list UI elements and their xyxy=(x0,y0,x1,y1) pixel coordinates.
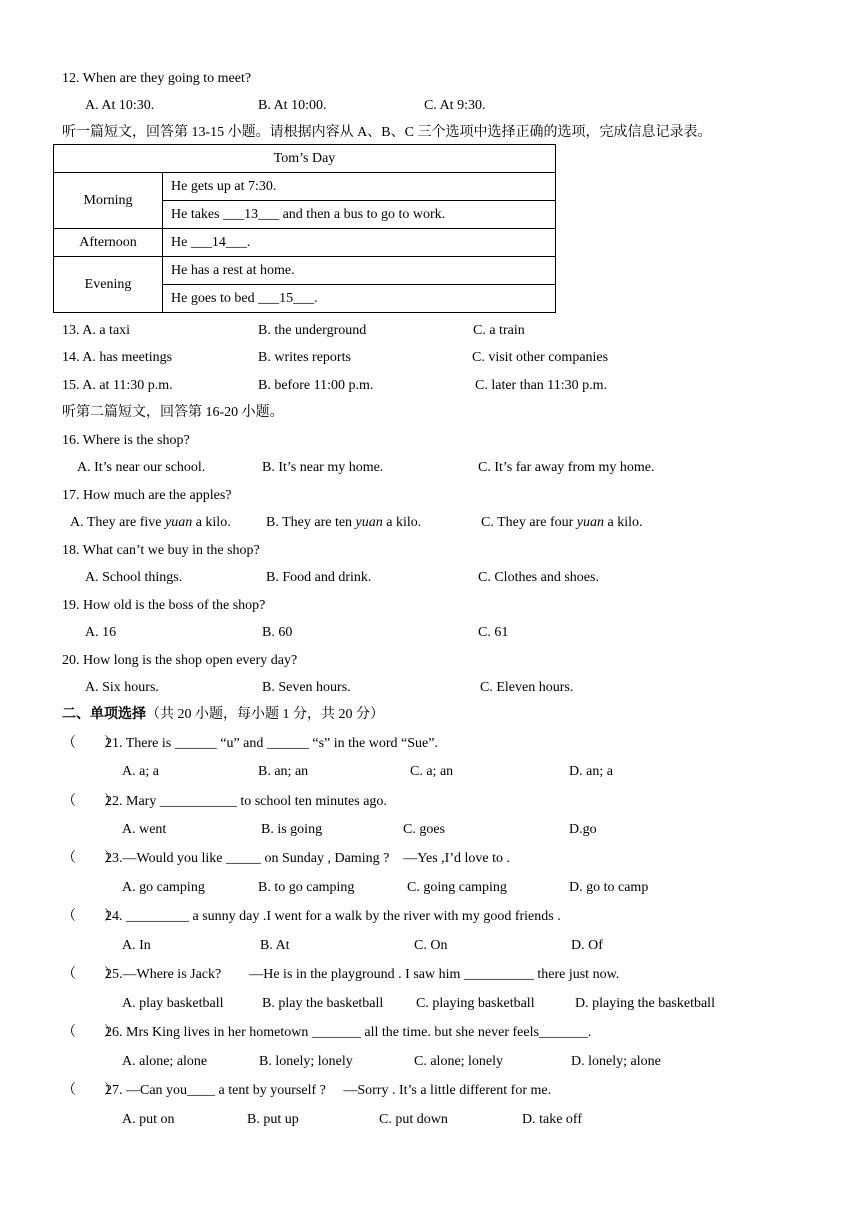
question-27: 27. —Can you____ a tent by yourself ? —Sorry . It’s a little different for me. xyxy=(105,1083,552,1098)
q26-option-a: A. alone; alone xyxy=(122,1054,208,1069)
table-title: Tom’s Day xyxy=(54,145,556,173)
q22-option-b: B. is going xyxy=(261,822,323,837)
q27-option-c: C. put down xyxy=(379,1112,448,1127)
question-19: 19. How old is the boss of the shop? xyxy=(62,598,266,613)
question-23: 23.—Would you like _____ on Sunday , Daming ? —Yes ,I’d love to . xyxy=(105,851,510,866)
q22-option-c: C. goes xyxy=(403,822,445,837)
q23-option-d: D. go to camp xyxy=(569,880,649,895)
q17-option-b: B. They are ten yuan a kilo. xyxy=(266,515,422,530)
question-24: 24. _________ a sunny day .I went for a walk by the river with my good friends . xyxy=(105,909,561,924)
answer-bracket-25[interactable]: （ ） xyxy=(62,967,118,982)
q16-option-c: C. It’s far away from my home. xyxy=(478,460,655,475)
answer-bracket-21[interactable]: （ ） xyxy=(62,736,118,751)
q24-option-a: A. In xyxy=(122,938,151,953)
q14-option-a: 14. A. has meetings xyxy=(62,350,173,365)
q26-option-b: B. lonely; lonely xyxy=(259,1054,353,1069)
morning-label: Morning xyxy=(54,173,163,229)
q22-option-a: A. went xyxy=(122,822,167,837)
q25-option-c: C. playing basketball xyxy=(416,996,535,1011)
q26-option-c: C. alone; lonely xyxy=(414,1054,504,1069)
q14-option-c: C. visit other companies xyxy=(472,350,609,365)
answer-bracket-24[interactable]: （ ） xyxy=(62,909,118,924)
q21-option-d: D. an; a xyxy=(569,764,613,779)
evening-row-2: He goes to bed ___15___. xyxy=(163,285,556,313)
answer-bracket-23[interactable]: （ ） xyxy=(62,851,118,866)
q23-option-c: C. going camping xyxy=(407,880,507,895)
q19-option-b: B. 60 xyxy=(262,625,293,640)
q17-option-a: A. They are five yuan a kilo. xyxy=(70,515,231,530)
toms-day-table xyxy=(53,144,556,313)
q21-option-b: B. an; an xyxy=(258,764,309,779)
q16-option-a: A. It’s near our school. xyxy=(77,460,206,475)
q20-option-a: A. Six hours. xyxy=(85,680,159,695)
morning-row-1: He gets up at 7:30. xyxy=(163,173,556,201)
q13-option-c: C. a train xyxy=(473,323,525,338)
q21-option-a: A. a; a xyxy=(122,764,159,779)
q19-option-c: C. 61 xyxy=(478,625,509,640)
question-21: 21. There is ______ “u” and ______ “s” in the word “Sue”. xyxy=(105,736,438,751)
q23-option-b: B. to go camping xyxy=(258,880,355,895)
q12-option-a: A. At 10:30. xyxy=(85,98,155,113)
question-20: 20. How long is the shop open every day? xyxy=(62,653,298,668)
question-22: 22. Mary ___________ to school ten minutes ago. xyxy=(105,794,387,809)
q20-option-c: C. Eleven hours. xyxy=(480,680,574,695)
q12-option-c: C. At 9:30. xyxy=(424,98,486,113)
q26-option-d: D. lonely; alone xyxy=(571,1054,661,1069)
q18-option-c: C. Clothes and shoes. xyxy=(478,570,599,585)
question-18: 18. What can’t we buy in the shop? xyxy=(62,543,260,558)
q12-option-b: B. At 10:00. xyxy=(258,98,327,113)
q25-option-b: B. play the basketball xyxy=(262,996,384,1011)
q27-option-d: D. take off xyxy=(522,1112,582,1127)
q15-option-b: B. before 11:00 p.m. xyxy=(258,378,374,393)
q23-option-a: A. go camping xyxy=(122,880,205,895)
question-26: 26. Mrs King lives in her hometown _______ all the time. but she never feels_______. xyxy=(105,1025,592,1040)
q27-option-b: B. put up xyxy=(247,1112,299,1127)
q21-option-c: C. a; an xyxy=(410,764,454,779)
morning-row-2: He takes ___13___ and then a bus to go to work. xyxy=(163,201,556,229)
question-12: 12. When are they going to meet? xyxy=(62,71,252,86)
q14-option-b: B. writes reports xyxy=(258,350,351,365)
q18-option-a: A. School things. xyxy=(85,570,183,585)
q15-option-c: C. later than 11:30 p.m. xyxy=(475,378,608,393)
question-25: 25.—Where is Jack? —He is in the playground . I saw him __________ there just now. xyxy=(105,967,620,982)
evening-label: Evening xyxy=(54,257,163,313)
q25-option-a: A. play basketball xyxy=(122,996,224,1011)
afternoon-row-1: He ___14___. xyxy=(163,229,556,257)
q18-option-b: B. Food and drink. xyxy=(266,570,372,585)
q13-option-a: 13. A. a taxi xyxy=(62,323,131,338)
evening-row-1: He has a rest at home. xyxy=(163,257,556,285)
q27-option-a: A. put on xyxy=(122,1112,175,1127)
q24-option-c: C. On xyxy=(414,938,448,953)
q20-option-b: B. Seven hours. xyxy=(262,680,351,695)
question-17: 17. How much are the apples? xyxy=(62,488,232,503)
afternoon-label: Afternoon xyxy=(54,229,163,257)
answer-bracket-26[interactable]: （ ） xyxy=(62,1025,118,1040)
question-16: 16. Where is the shop? xyxy=(62,433,190,448)
q22-option-d: D.go xyxy=(569,822,597,837)
answer-bracket-27[interactable]: （ ） xyxy=(62,1083,118,1098)
section-2-heading: 二、单项选择（共 20 小题，每小题 1 分，共 20 分） xyxy=(62,707,384,722)
q25-option-d: D. playing the basketball xyxy=(575,996,715,1011)
q13-option-b: B. the underground xyxy=(258,323,367,338)
listening-2-instruction: 听第二篇短文，回答第 16-20 小题。 xyxy=(62,405,284,420)
answer-bracket-22[interactable]: （ ） xyxy=(62,794,118,809)
q16-option-b: B. It’s near my home. xyxy=(262,460,384,475)
q17-option-c: C. They are four yuan a kilo. xyxy=(481,515,643,530)
q24-option-b: B. At xyxy=(260,938,290,953)
q15-option-a: 15. A. at 11:30 p.m. xyxy=(62,378,173,393)
listening-1-instruction: 听一篇短文，回答第 13-15 小题。请根据内容从 A、B、C 三个选项中选择正确的选项，完成信息记录表。 xyxy=(62,125,712,140)
q19-option-a: A. 16 xyxy=(85,625,117,640)
q24-option-d: D. Of xyxy=(571,938,603,953)
